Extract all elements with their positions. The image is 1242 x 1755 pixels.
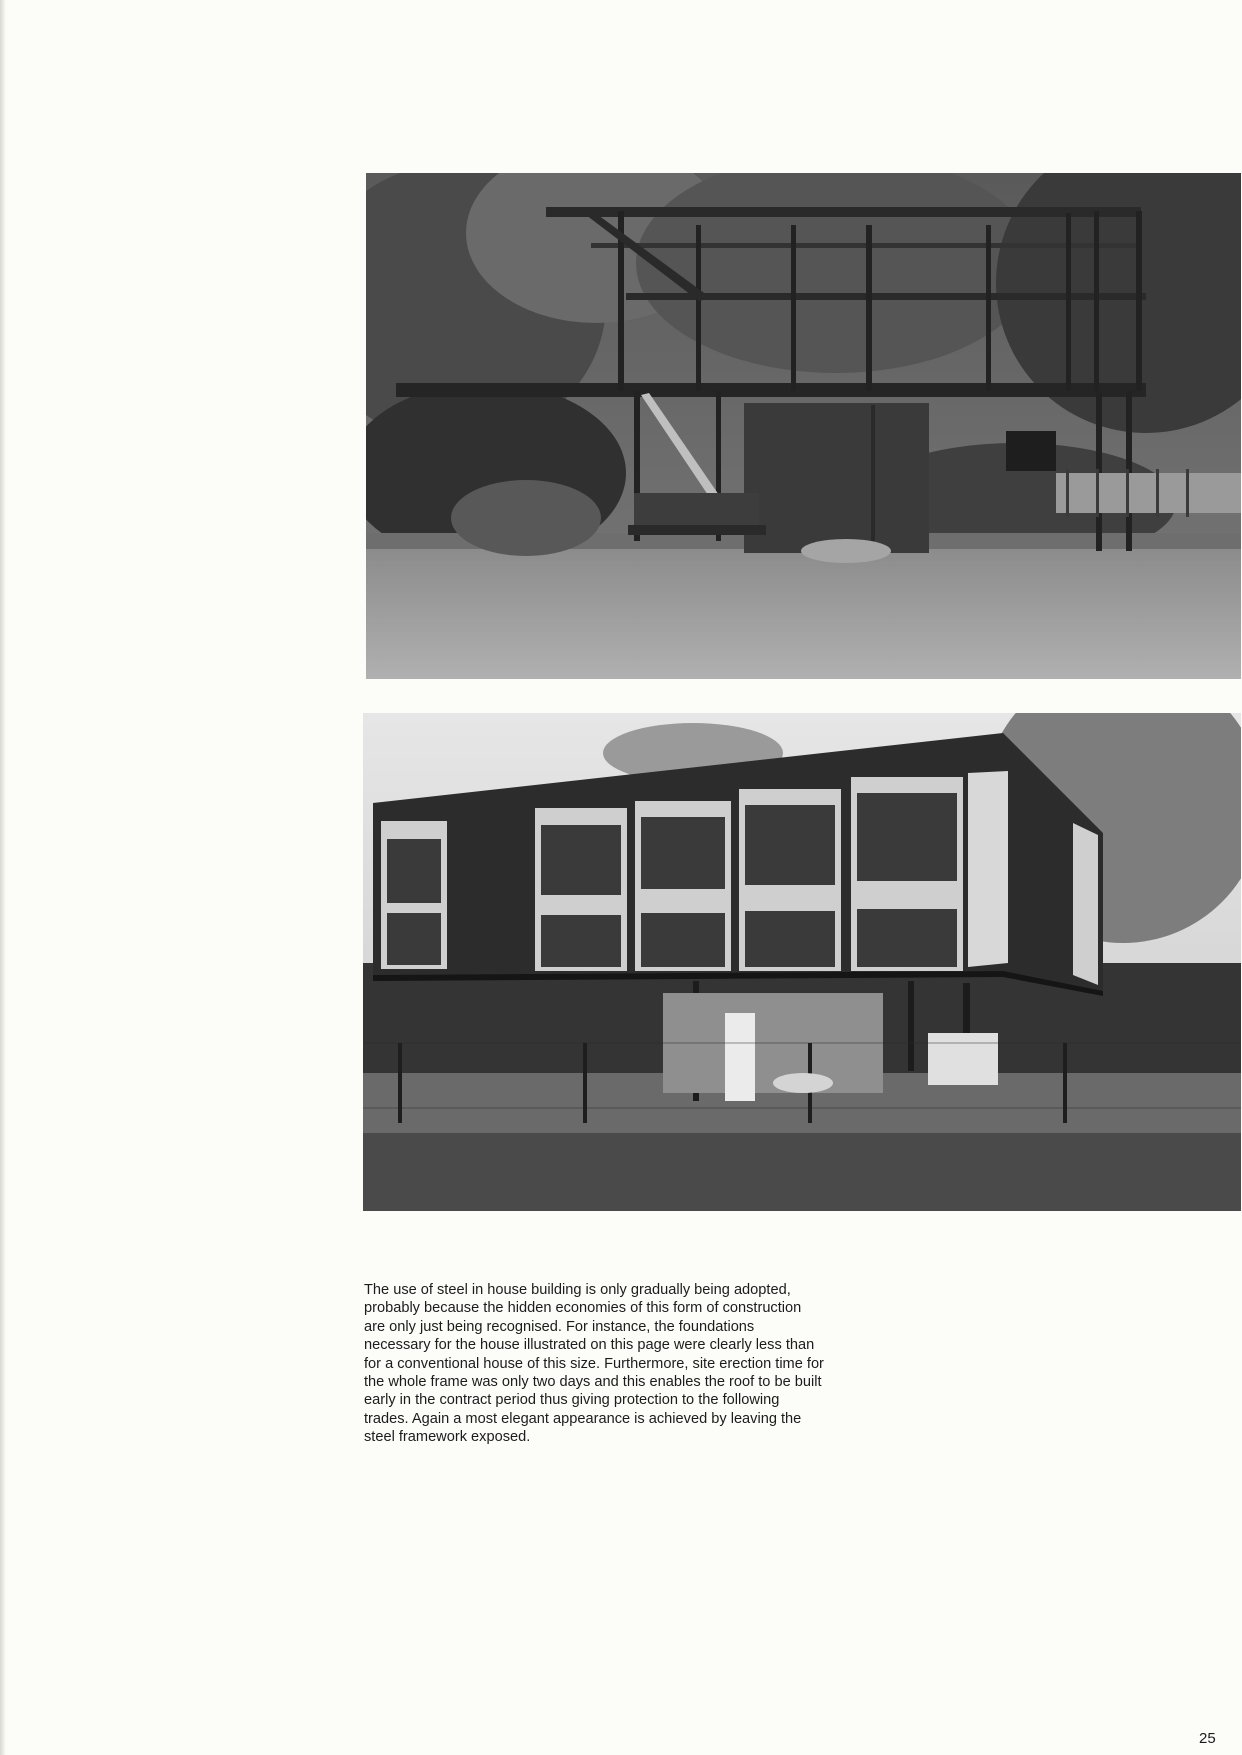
page-edge-shadow (0, 0, 6, 1755)
photo-steel-frame-construction (366, 173, 1241, 679)
photo-steel-frame-image (366, 173, 1241, 679)
page-number: 25 (1199, 1730, 1216, 1747)
photo-completed-steel-house (363, 713, 1241, 1211)
photo-completed-house-image (363, 713, 1241, 1211)
caption-paragraph: The use of steel in house building is only gradually being adopted, probably because the hidden economies of this form of construction are only just being recognised. For instance, the foundations necessary for the house illustrated on this page were clearly less than for a conventional house of this size. Furthermore, site erection time for the whole frame was only two days and this enables the roof to be built early in the contract period thus giving protection to the following trades. Again a most elegant appearance is achieved by leaving the steel framework exposed. (364, 1282, 824, 1446)
